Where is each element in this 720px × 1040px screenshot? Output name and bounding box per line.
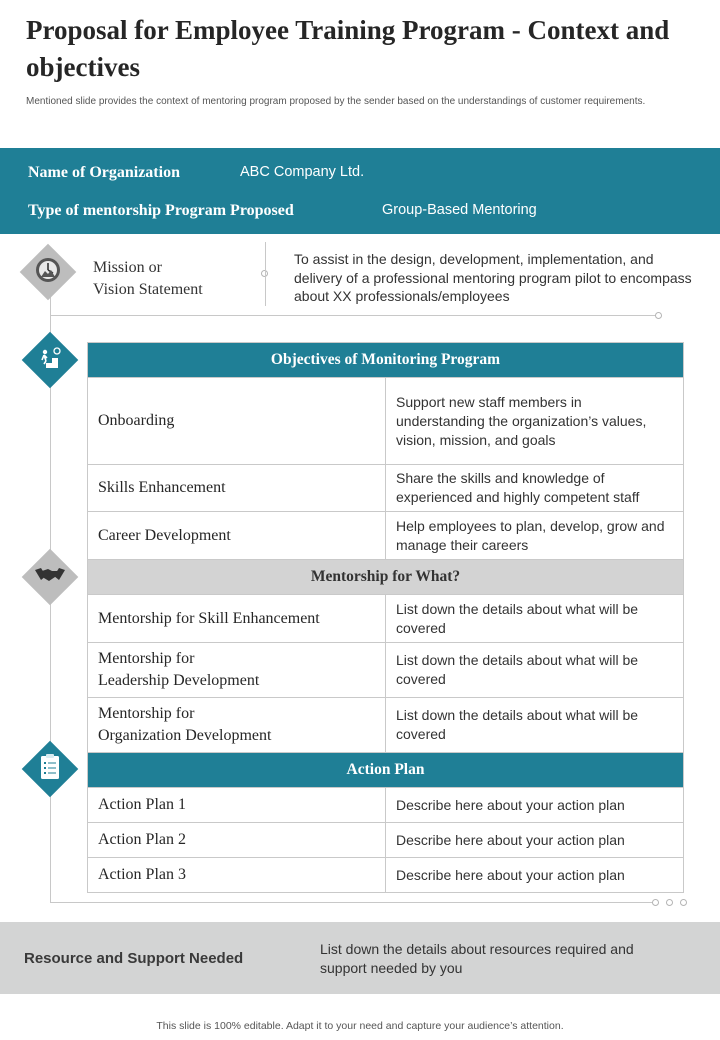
mentorship-name: Mentorship for Skill Enhancement	[88, 595, 386, 643]
ring-marker	[666, 899, 673, 906]
table-header-row	[88, 753, 684, 788]
objective-desc: Share the skills and knowledge of experienced and highly competent staff	[386, 465, 684, 512]
org-name-label: Name of Organization	[28, 164, 180, 181]
table-row	[88, 595, 684, 643]
action-plan-desc: Describe here about your action plan	[386, 858, 684, 893]
mentorship-diamond	[22, 549, 79, 606]
ring-marker	[680, 899, 687, 906]
table-row	[88, 858, 684, 893]
table-header-row	[88, 560, 684, 595]
checklist-icon	[38, 753, 62, 786]
table-row	[88, 823, 684, 858]
page-title: Proposal for Employee Training Program - Context and objectives	[26, 15, 670, 82]
mission-separator	[265, 242, 266, 306]
action-plan-diamond	[22, 741, 79, 798]
mentorship-name-line2: Leadership Development	[98, 672, 260, 689]
mentorship-desc: List down the details about what will be covered	[386, 698, 684, 753]
clock-icon	[33, 255, 63, 290]
org-type-row	[28, 199, 294, 223]
program-table	[87, 342, 684, 893]
ring-marker	[652, 899, 659, 906]
mentorship-name	[88, 698, 386, 753]
resources-label: Resource and Support Needed	[24, 950, 244, 967]
objectives-diamond	[22, 332, 79, 389]
action-plan-desc: Describe here about your action plan	[386, 823, 684, 858]
mentorship-name-line1: Mentorship for	[98, 705, 195, 722]
table-header-row	[88, 343, 684, 378]
action-plan-header: Action Plan	[88, 753, 684, 788]
mission-text: To assist in the design, development, implementation, and delivery of a professional mentoring program pilot to encompass about XX professionals/employees	[294, 251, 692, 304]
table-row	[88, 698, 684, 753]
objective-desc: Support new staff members in understanding the organization’s values, vision, mission, and goals	[386, 378, 684, 465]
objectives-header: Objectives of Monitoring Program	[88, 343, 684, 378]
mission-divider-line	[50, 315, 658, 316]
table-row	[88, 378, 684, 465]
objective-name: Onboarding	[88, 378, 386, 465]
table-row	[88, 788, 684, 823]
mission-label	[93, 257, 243, 301]
resources-text: List down the details about resources required and support needed by you	[320, 941, 634, 976]
table-divider-line	[50, 902, 654, 903]
mentorship-name-line1: Mentorship for	[98, 650, 195, 667]
objective-name: Skills Enhancement	[88, 465, 386, 512]
climbing-steps-icon	[36, 344, 64, 377]
action-plan-name: Action Plan 1	[88, 788, 386, 823]
mentorship-header: Mentorship for What?	[88, 560, 684, 595]
mentorship-name-line2: Organization Development	[98, 727, 272, 744]
handshake-icon	[34, 564, 66, 591]
footer-note: This slide is 100% editable. Adapt it to your need and capture your audience’s attention.	[156, 1020, 564, 1032]
org-type-label: Type of mentorship Program Proposed	[28, 202, 294, 219]
org-name-value: ABC Company Ltd.	[240, 164, 365, 180]
mission-diamond	[20, 244, 77, 301]
action-plan-name: Action Plan 3	[88, 858, 386, 893]
table-row	[88, 512, 684, 560]
org-type-value: Group-Based Mentoring	[382, 202, 537, 218]
ring-marker	[655, 312, 662, 319]
action-plan-desc: Describe here about your action plan	[386, 788, 684, 823]
mentorship-desc: List down the details about what will be covered	[386, 595, 684, 643]
mentorship-name	[88, 643, 386, 698]
mission-label-line2: Vision Statement	[93, 281, 203, 298]
org-name-row	[28, 161, 180, 185]
page-subtitle: Mentioned slide provides the context of mentoring program proposed by the sender based on the understandings of customer requirements.	[26, 96, 646, 107]
table-row	[88, 465, 684, 512]
objective-desc: Help employees to plan, develop, grow and manage their careers	[386, 512, 684, 560]
objective-name: Career Development	[88, 512, 386, 560]
table-row	[88, 643, 684, 698]
action-plan-name: Action Plan 2	[88, 823, 386, 858]
organization-band	[0, 148, 720, 234]
mentorship-desc: List down the details about what will be covered	[386, 643, 684, 698]
mission-label-line1: Mission or	[93, 259, 162, 276]
